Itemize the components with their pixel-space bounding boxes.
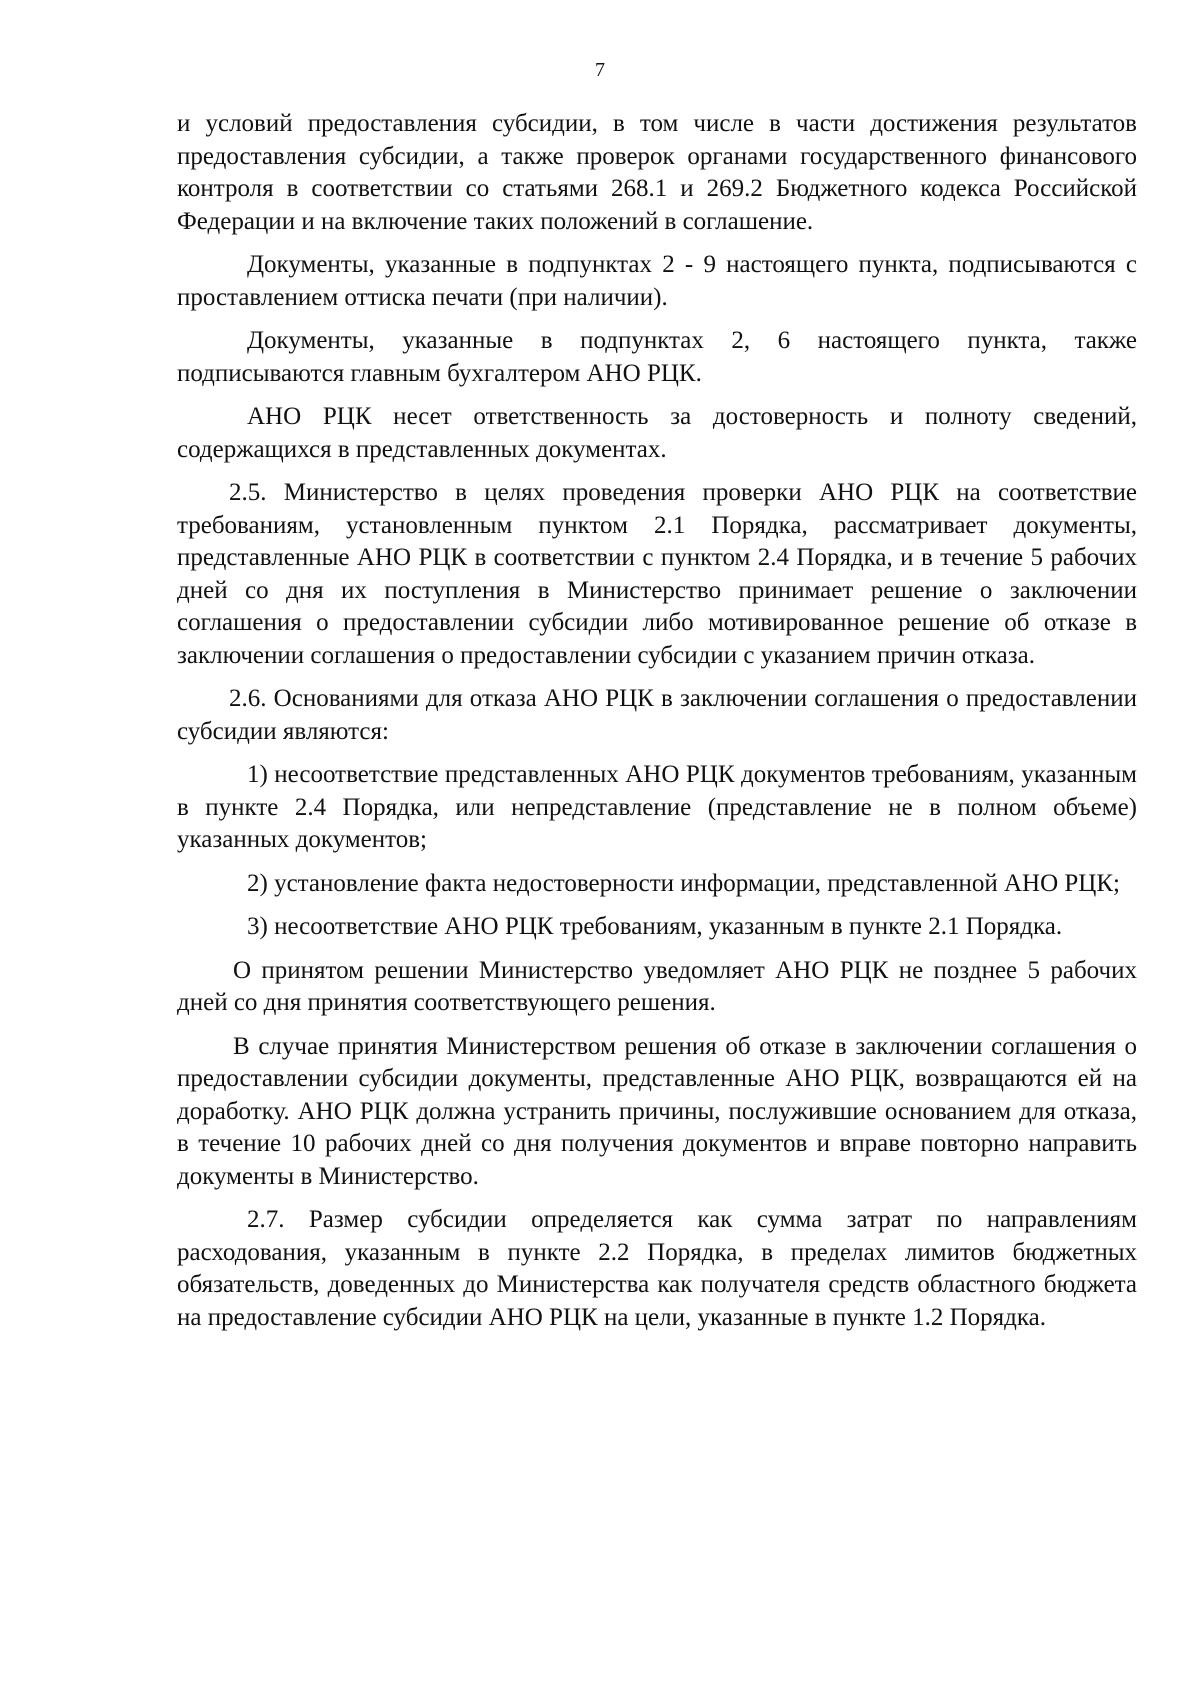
paragraph-subsidy-conditions-continuation: и условий предоставления субсидии, в том числе в части достижения результатов предоставления субсидии, а также проверок органами государственного финансового контроля в соответствии со статьями 268.1 и 269.2 Бюджетного кодекса Российской Федерации и на включение таких положений в соглашение. <box>177 110 1137 235</box>
clause-2-6-item-1: 1) несоответствие представленных АНО РЦК документов требованиям, указанным в пункте 2.4 Порядка, или непредставление (представление не в полном объеме) указанных документов; <box>177 761 1137 853</box>
paragraph-documents-seal: Документы, указанные в подпунктах 2 - 9 настоящего пункта, подписываются с проставлением оттиска печати (при наличии). <box>177 251 1137 311</box>
clause-2-7: 2.7. Размер субсидии определяется как сумма затрат по направлениям расходования, указанным в пункте 2.2 Порядка, в пределах лимитов бюджетных обязательств, доведенных до Министерства как получателя средств областного бюджета на предоставление субсидии АНО РЦК на цели, указанные в пункте 1.2 Порядка. <box>177 1206 1137 1331</box>
clause-2-5: 2.5. Министерство в целях проведения проверки АНО РЦК на соответствие требованиям, установленным пунктом 2.1 Порядка, рассматривает документы, представленные АНО РЦК в соответствии с пунктом 2.4 Порядка, и в течение 5 рабочих дней со дня их поступления в Министерство принимает решение о заключении соглашения о предоставлении субсидии либо мотивированное решение об отказе в заключении соглашения о предоставлении субсидии с указанием причин отказа. <box>177 479 1137 669</box>
paragraph-responsibility: АНО РЦК несет ответственность за достоверность и полноту сведений, содержащихся в представленных документах. <box>177 403 1137 463</box>
clause-2-6-item-2: 2) установление факта недостоверности информации, представленной АНО РЦК; <box>247 869 1120 897</box>
paragraph-refusal-return: В случае принятия Министерством решения об отказе в заключении соглашения о предоставлении субсидии документы, представленные АНО РЦК, возвращаются ей на доработку. АНО РЦК должна устранить причины, послужившие основанием для отказа, в течение 10 рабочих дней со дня получения документов и вправе повторно направить документы в Министерство. <box>177 1032 1137 1190</box>
clause-2-6-item-3: 3) несоответствие АНО РЦК требованиям, указанным в пункте 2.1 Порядка. <box>247 913 1063 940</box>
document-body <box>177 108 1137 1334</box>
page-number: 7 <box>595 59 605 81</box>
paragraph-documents-accountant: Документы, указанные в подпунктах 2, 6 настоящего пункта, также подписываются главным бухгалтером АНО РЦК. <box>177 327 1137 387</box>
paragraph-notification: О принятом решении Министерство уведомляет АНО РЦК не позднее 5 рабочих дней со дня принятия соответствующего решения. <box>177 956 1137 1016</box>
clause-2-6: 2.6. Основаниями для отказа АНО РЦК в заключении соглашения о предоставлении субсидии являются: <box>177 685 1137 745</box>
